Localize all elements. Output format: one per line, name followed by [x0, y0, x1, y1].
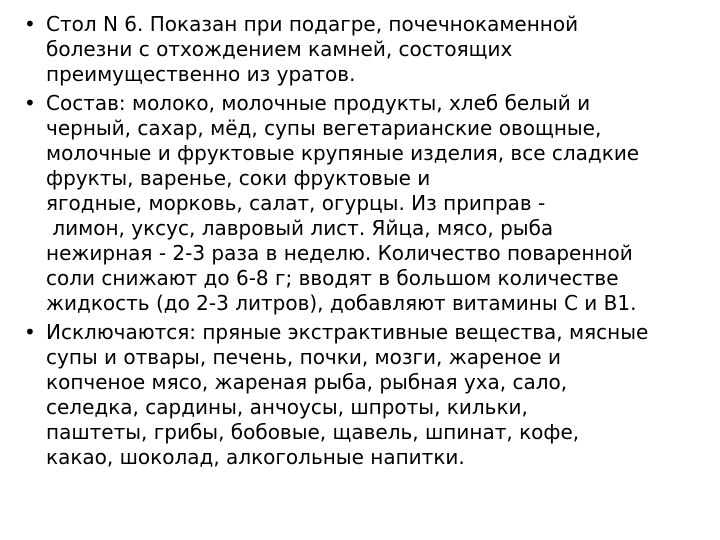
text-line: Состав: молоко, молочные продукты, хлеб белый и [46, 91, 591, 115]
text-line: супы и отвары, печень, почки, мозги, жареное и [46, 345, 561, 369]
text-line: соли снижают до 6-8 г; вводят в большом количестве [46, 266, 619, 290]
text-line: Исключаются: пряные экстрактивные вещества, мясные [46, 320, 649, 344]
bullet-item-composition [24, 91, 704, 316]
bullet-item-table-6 [24, 12, 704, 87]
text-line: молочные и фруктовые крупяные изделия, все сладкие [46, 141, 640, 165]
text-line: черный, сахар, мёд, супы вегетарианские овощные, [46, 116, 602, 140]
text-line: паштеты, грибы, бобовые, щавель, шпинат, кофе, [46, 420, 580, 444]
bullet-dot-icon: • [24, 12, 36, 36]
text-line: селедка, сардины, анчоусы, шпроты, кильки, [46, 395, 528, 419]
bullet-list [24, 12, 704, 474]
bullet-dot-icon: • [24, 320, 36, 344]
text-line: Стол N 6. Показан при подагре, почечнокаменной [46, 12, 579, 36]
text-line: фрукты, варенье, соки фруктовые и [46, 166, 431, 190]
bullet-dot-icon: • [24, 91, 36, 115]
text-line: болезни с отхождением камней, состоящих [46, 37, 513, 61]
bullet-item-exclusions [24, 320, 704, 470]
text-line: преимущественно из уратов. [46, 62, 356, 86]
text-line: какао, шоколад, алкогольные напитки. [46, 445, 465, 469]
text-line: копченое мясо, жареная рыба, рыбная уха, сало, [46, 370, 568, 394]
text-line: ягодные, морковь, салат, огурцы. Из приправ - [46, 191, 546, 215]
text-line: нежирная - 2-3 раза в неделю. Количество поваренной [46, 241, 633, 265]
text-line: лимон, уксус, лавровый лист. Яйца, мясо, рыба [46, 216, 554, 240]
text-line: жидкость (до 2-3 литров), добавляют витамины С и В1. [46, 291, 637, 315]
